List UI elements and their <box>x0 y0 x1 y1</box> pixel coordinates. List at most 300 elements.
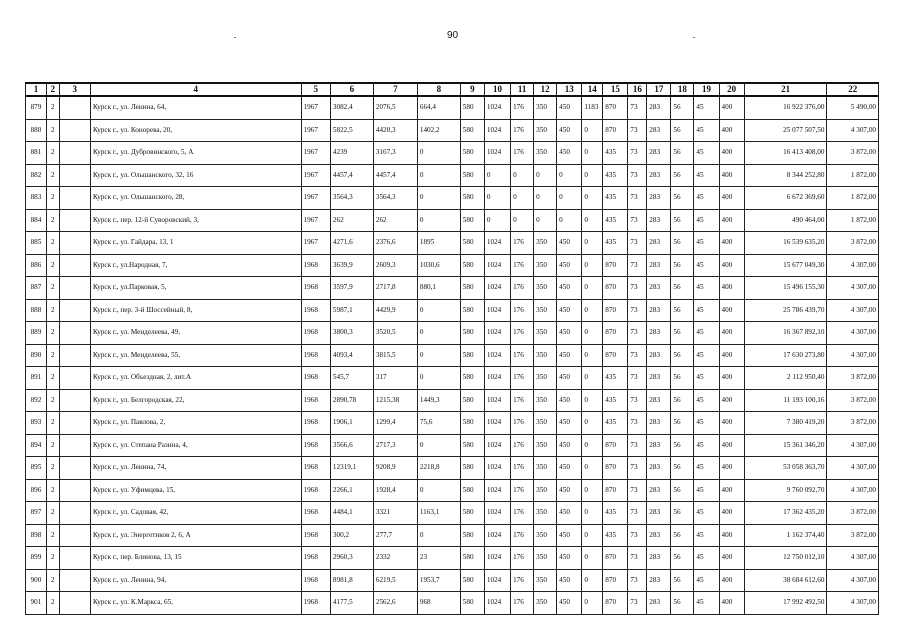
table-cell: 400 <box>719 547 744 570</box>
table-cell: 1968 <box>301 344 330 367</box>
table-cell: 176 <box>511 412 534 435</box>
table-cell: 15 496 155,30 <box>744 277 827 300</box>
table-cell: 283 <box>647 412 671 435</box>
table-cell: 3 872,00 <box>827 389 879 412</box>
table-cell: 4 307,00 <box>827 547 879 570</box>
table-cell: 4420,3 <box>373 119 417 142</box>
table-cell: 870 <box>603 547 628 570</box>
table-row <box>26 592 879 615</box>
table-cell: 16 367 892,10 <box>744 322 827 345</box>
table-cell: 45 <box>694 299 719 322</box>
table-cell: 1215,38 <box>373 389 417 412</box>
table-cell: 0 <box>417 434 460 457</box>
table-cell: 5 490,00 <box>827 96 879 119</box>
table-row <box>26 232 879 255</box>
table-cell: Курск г., ул. Ленина, 74, <box>90 457 301 480</box>
table-cell: 2218,8 <box>417 457 460 480</box>
table-cell: 45 <box>694 502 719 525</box>
table-cell: 73 <box>628 367 647 390</box>
table-cell <box>59 434 90 457</box>
table-cell <box>59 479 90 502</box>
table-cell: 45 <box>694 344 719 367</box>
table-cell: 0 <box>417 322 460 345</box>
column-header: 16 <box>628 83 647 96</box>
table-cell: 400 <box>719 389 744 412</box>
table-cell: 73 <box>628 457 647 480</box>
table-cell: 1030,6 <box>417 254 460 277</box>
table-cell: 891 <box>26 367 47 390</box>
table-cell <box>59 277 90 300</box>
column-header: 14 <box>582 83 603 96</box>
table-cell: 0 <box>534 187 557 210</box>
table-cell: 15 677 049,30 <box>744 254 827 277</box>
table-cell: 45 <box>694 164 719 187</box>
table-cell: 176 <box>511 277 534 300</box>
table-header <box>26 83 879 96</box>
table-cell: 870 <box>603 277 628 300</box>
table-cell: 0 <box>582 592 603 615</box>
table-cell: 2 <box>46 592 59 615</box>
table-cell: 0 <box>582 344 603 367</box>
table-cell: 73 <box>628 547 647 570</box>
table-cell: 4 307,00 <box>827 254 879 277</box>
table-cell: 350 <box>534 479 557 502</box>
table-cell: Курск г., пер. 3-й Шоссейный, 8, <box>90 299 301 322</box>
table-cell: 580 <box>460 389 484 412</box>
scan-dot <box>693 37 695 38</box>
table-cell: 73 <box>628 119 647 142</box>
column-header: 5 <box>301 83 330 96</box>
table-cell: 897 <box>26 502 47 525</box>
table-cell: 2 <box>46 299 59 322</box>
table-row <box>26 367 879 390</box>
table-row <box>26 187 879 210</box>
table-cell: 3597,9 <box>330 277 373 300</box>
table-cell: 890 <box>26 344 47 367</box>
table-cell: 870 <box>603 479 628 502</box>
table-cell: 176 <box>511 434 534 457</box>
table-cell: 400 <box>719 277 744 300</box>
table-cell: 400 <box>719 232 744 255</box>
column-header: 6 <box>330 83 373 96</box>
table-cell <box>59 569 90 592</box>
table-cell: 45 <box>694 547 719 570</box>
table-cell: 450 <box>557 299 582 322</box>
table-row <box>26 524 879 547</box>
table-cell: 1449,3 <box>417 389 460 412</box>
table-cell: 25 077 507,50 <box>744 119 827 142</box>
table-cell: 9 760 092,70 <box>744 479 827 502</box>
table-cell: 2717,8 <box>373 277 417 300</box>
table-cell: 450 <box>557 547 582 570</box>
table-cell: 1163,1 <box>417 502 460 525</box>
table-cell: 73 <box>628 164 647 187</box>
table-cell: 435 <box>603 389 628 412</box>
table-cell: 400 <box>719 187 744 210</box>
table-cell: 400 <box>719 592 744 615</box>
table-cell: 56 <box>671 479 694 502</box>
table-row <box>26 96 879 119</box>
table-cell: 2 <box>46 502 59 525</box>
table-cell: Курск г., ул. Объездная, 2, лит.А <box>90 367 301 390</box>
table-cell: 1024 <box>484 322 510 345</box>
table-cell: 56 <box>671 254 694 277</box>
table-cell: 350 <box>534 412 557 435</box>
table-cell: 283 <box>647 434 671 457</box>
table-cell: 350 <box>534 142 557 165</box>
table-cell: 893 <box>26 412 47 435</box>
scan-dot <box>234 37 236 38</box>
column-header: 12 <box>534 83 557 96</box>
table-cell: 176 <box>511 96 534 119</box>
table-cell: 400 <box>719 502 744 525</box>
column-header: 2 <box>46 83 59 96</box>
table-cell: 1968 <box>301 502 330 525</box>
table-cell: 1968 <box>301 254 330 277</box>
table-cell: 300,2 <box>330 524 373 547</box>
table-cell: 23 <box>417 547 460 570</box>
table-cell: 4271,6 <box>330 232 373 255</box>
table-cell: 400 <box>719 322 744 345</box>
table-cell <box>59 119 90 142</box>
table-row <box>26 299 879 322</box>
table-cell: 435 <box>603 412 628 435</box>
table-cell: 884 <box>26 209 47 232</box>
table-cell: 0 <box>582 479 603 502</box>
column-header: 21 <box>744 83 827 96</box>
table-cell: 0 <box>557 209 582 232</box>
table-cell: 580 <box>460 209 484 232</box>
table-cell: 1024 <box>484 142 510 165</box>
table-row <box>26 569 879 592</box>
table-cell: 0 <box>582 367 603 390</box>
table-cell: 580 <box>460 457 484 480</box>
table-cell: 1968 <box>301 322 330 345</box>
table-cell: 490 464,00 <box>744 209 827 232</box>
table-row <box>26 322 879 345</box>
table-cell: 1024 <box>484 457 510 480</box>
table-cell: 283 <box>647 569 671 592</box>
table-cell: 45 <box>694 434 719 457</box>
table-cell: 1967 <box>301 119 330 142</box>
table-cell: 0 <box>582 502 603 525</box>
table-cell: 450 <box>557 592 582 615</box>
column-header: 17 <box>647 83 671 96</box>
table-row <box>26 209 879 232</box>
table-cell: 3566,6 <box>330 434 373 457</box>
table-cell: 3082,4 <box>330 96 373 119</box>
table-cell: 56 <box>671 299 694 322</box>
table-cell: 580 <box>460 187 484 210</box>
table-cell: 450 <box>557 344 582 367</box>
table-cell: 879 <box>26 96 47 119</box>
table-cell: 968 <box>417 592 460 615</box>
table-cell: 73 <box>628 322 647 345</box>
table-cell: 56 <box>671 96 694 119</box>
table-cell: 56 <box>671 569 694 592</box>
table-cell: 2 <box>46 277 59 300</box>
table-cell: 45 <box>694 569 719 592</box>
table-cell: 400 <box>719 367 744 390</box>
table-body <box>26 96 879 614</box>
table-row <box>26 119 879 142</box>
table-cell <box>59 232 90 255</box>
table-cell: 350 <box>534 592 557 615</box>
table-cell: 450 <box>557 389 582 412</box>
table-cell: 317 <box>373 367 417 390</box>
table-cell: 283 <box>647 119 671 142</box>
table-cell: 283 <box>647 367 671 390</box>
table-cell: 3 872,00 <box>827 142 879 165</box>
table-cell: 450 <box>557 367 582 390</box>
table-cell: 45 <box>694 367 719 390</box>
table-cell: 580 <box>460 434 484 457</box>
table-cell: 73 <box>628 412 647 435</box>
table-row <box>26 277 879 300</box>
table-cell: 3 872,00 <box>827 232 879 255</box>
table-cell: 7 380 419,20 <box>744 412 827 435</box>
table-cell: 1024 <box>484 344 510 367</box>
table-cell: 450 <box>557 412 582 435</box>
table-cell: 2 <box>46 344 59 367</box>
table-cell: 580 <box>460 502 484 525</box>
column-header: 13 <box>557 83 582 96</box>
table-cell: Курск г., ул. Садовая, 42, <box>90 502 301 525</box>
table-cell: 1183 <box>582 96 603 119</box>
table-cell: 435 <box>603 209 628 232</box>
table-cell: 0 <box>511 209 534 232</box>
table-cell: 0 <box>582 434 603 457</box>
table-cell: 1024 <box>484 479 510 502</box>
table-cell: 0 <box>557 164 582 187</box>
table-cell: 1967 <box>301 142 330 165</box>
table-cell: 2562,6 <box>373 592 417 615</box>
table-cell: 283 <box>647 164 671 187</box>
table-cell: 4 307,00 <box>827 344 879 367</box>
table-cell <box>59 344 90 367</box>
table-row <box>26 547 879 570</box>
table-cell: 400 <box>719 142 744 165</box>
table-cell: 73 <box>628 232 647 255</box>
table-cell: 56 <box>671 164 694 187</box>
column-header: 9 <box>460 83 484 96</box>
table-cell: 870 <box>603 254 628 277</box>
table-cell: 45 <box>694 479 719 502</box>
table-cell: Курск г., ул. Энергетиков 2, 6, А <box>90 524 301 547</box>
table-cell: 400 <box>719 569 744 592</box>
table-cell: 435 <box>603 232 628 255</box>
table-cell: 4 307,00 <box>827 277 879 300</box>
table-cell: 45 <box>694 592 719 615</box>
table-cell: 400 <box>719 209 744 232</box>
table-cell: 283 <box>647 254 671 277</box>
table-cell: 56 <box>671 457 694 480</box>
table-cell: 283 <box>647 389 671 412</box>
table-cell: 350 <box>534 299 557 322</box>
table-cell: Курск г., ул. Менделеева, 49, <box>90 322 301 345</box>
table-cell: 545,7 <box>330 367 373 390</box>
table-cell: 887 <box>26 277 47 300</box>
table-cell: 0 <box>484 187 510 210</box>
table-cell: 0 <box>417 367 460 390</box>
table-cell: 892 <box>26 389 47 412</box>
table-cell: 73 <box>628 96 647 119</box>
table-cell: 262 <box>330 209 373 232</box>
table-cell: 73 <box>628 209 647 232</box>
table-cell: 73 <box>628 389 647 412</box>
table-cell: 0 <box>534 209 557 232</box>
table-cell: 2 <box>46 119 59 142</box>
table-cell: 435 <box>603 524 628 547</box>
table-cell: 25 786 439,70 <box>744 299 827 322</box>
table-cell: 895 <box>26 457 47 480</box>
table-cell: Курск г., ул. Ольшанского, 28, <box>90 187 301 210</box>
table-cell: 16 539 635,20 <box>744 232 827 255</box>
table-cell: 1299,4 <box>373 412 417 435</box>
table-cell: 350 <box>534 277 557 300</box>
table-cell: 17 992 492,50 <box>744 592 827 615</box>
table-cell: 2960,3 <box>330 547 373 570</box>
table-cell: 0 <box>417 344 460 367</box>
table-cell: 450 <box>557 434 582 457</box>
table-cell: 1968 <box>301 457 330 480</box>
table-cell: 56 <box>671 412 694 435</box>
table-cell: 73 <box>628 524 647 547</box>
column-header: 7 <box>373 83 417 96</box>
table-cell: 400 <box>719 164 744 187</box>
table-cell: 45 <box>694 412 719 435</box>
table-cell: 3639,9 <box>330 254 373 277</box>
table-cell: 283 <box>647 232 671 255</box>
table-cell: 4 307,00 <box>827 119 879 142</box>
table-cell: 262 <box>373 209 417 232</box>
table-cell: 580 <box>460 344 484 367</box>
table-cell: 4 307,00 <box>827 592 879 615</box>
table-cell: 0 <box>582 209 603 232</box>
table-cell: 3520,5 <box>373 322 417 345</box>
column-header: 1 <box>26 83 47 96</box>
table-cell: 1024 <box>484 592 510 615</box>
table-row <box>26 164 879 187</box>
column-header: 18 <box>671 83 694 96</box>
table-cell: 350 <box>534 457 557 480</box>
table-cell: 73 <box>628 502 647 525</box>
table-cell: 1024 <box>484 412 510 435</box>
table-cell: 580 <box>460 322 484 345</box>
table-cell: 400 <box>719 524 744 547</box>
table-cell: 3 872,00 <box>827 412 879 435</box>
table-cell: 450 <box>557 232 582 255</box>
table-cell: 1024 <box>484 367 510 390</box>
table-cell: 0 <box>484 164 510 187</box>
table-cell: 1968 <box>301 299 330 322</box>
table-cell: 580 <box>460 547 484 570</box>
table-cell <box>59 367 90 390</box>
table-cell: 73 <box>628 187 647 210</box>
table-cell: 350 <box>534 96 557 119</box>
table-cell: Курск г., пер. Блинова, 13, 15 <box>90 547 301 570</box>
table-cell: 1968 <box>301 277 330 300</box>
table-cell: 3564,3 <box>373 187 417 210</box>
table-cell: 880 <box>26 119 47 142</box>
table-cell: 56 <box>671 187 694 210</box>
table-cell <box>59 299 90 322</box>
table-cell: 898 <box>26 524 47 547</box>
table-cell: 1967 <box>301 164 330 187</box>
table-cell: 580 <box>460 479 484 502</box>
table-cell: 664,4 <box>417 96 460 119</box>
table-cell: 0 <box>417 209 460 232</box>
table-cell: 1 872,00 <box>827 187 879 210</box>
table-cell <box>59 142 90 165</box>
table-cell: 1968 <box>301 434 330 457</box>
table-cell: 1906,1 <box>330 412 373 435</box>
table-cell: 400 <box>719 412 744 435</box>
table-cell: 400 <box>719 344 744 367</box>
table-cell: Курск г., ул. Менделеева, 55, <box>90 344 301 367</box>
table-cell: 176 <box>511 322 534 345</box>
table-cell: 45 <box>694 96 719 119</box>
table-cell: 0 <box>582 412 603 435</box>
table-cell: 2 <box>46 389 59 412</box>
table-cell: 56 <box>671 434 694 457</box>
table-cell: 283 <box>647 322 671 345</box>
table-cell: 450 <box>557 569 582 592</box>
table-cell: 899 <box>26 547 47 570</box>
table-cell: 2 <box>46 434 59 457</box>
table-cell: 1 162 374,40 <box>744 524 827 547</box>
table-cell: 3800,3 <box>330 322 373 345</box>
table-cell: 450 <box>557 96 582 119</box>
table-cell: 56 <box>671 389 694 412</box>
table-cell: 889 <box>26 322 47 345</box>
table-cell <box>59 524 90 547</box>
table-cell: 283 <box>647 277 671 300</box>
table-cell: 580 <box>460 119 484 142</box>
table-cell: 2 <box>46 96 59 119</box>
table-cell: 350 <box>534 389 557 412</box>
table-cell: 1968 <box>301 592 330 615</box>
table-cell: 0 <box>582 187 603 210</box>
table-cell: 56 <box>671 119 694 142</box>
table-cell: 45 <box>694 457 719 480</box>
table-cell: 283 <box>647 479 671 502</box>
table-cell: 2 <box>46 412 59 435</box>
table-cell: 2076,5 <box>373 96 417 119</box>
table-cell: 580 <box>460 142 484 165</box>
table-row <box>26 412 879 435</box>
table-cell: 1024 <box>484 96 510 119</box>
table-cell: 56 <box>671 209 694 232</box>
table-cell: 2376,6 <box>373 232 417 255</box>
column-header: 4 <box>90 83 301 96</box>
table-cell: 580 <box>460 592 484 615</box>
table-cell: 176 <box>511 457 534 480</box>
table-cell: 0 <box>582 164 603 187</box>
table-cell: 2 <box>46 479 59 502</box>
table-cell: 2890,78 <box>330 389 373 412</box>
table-cell: 580 <box>460 96 484 119</box>
table-cell: 1967 <box>301 187 330 210</box>
table-cell: 450 <box>557 277 582 300</box>
table-cell: 73 <box>628 434 647 457</box>
table-cell: 4 307,00 <box>827 457 879 480</box>
table-cell: 0 <box>417 524 460 547</box>
table-cell: Курск г., ул. Конорева, 20, <box>90 119 301 142</box>
table-cell: 2 <box>46 254 59 277</box>
table-cell: 1024 <box>484 232 510 255</box>
table-cell: 45 <box>694 232 719 255</box>
